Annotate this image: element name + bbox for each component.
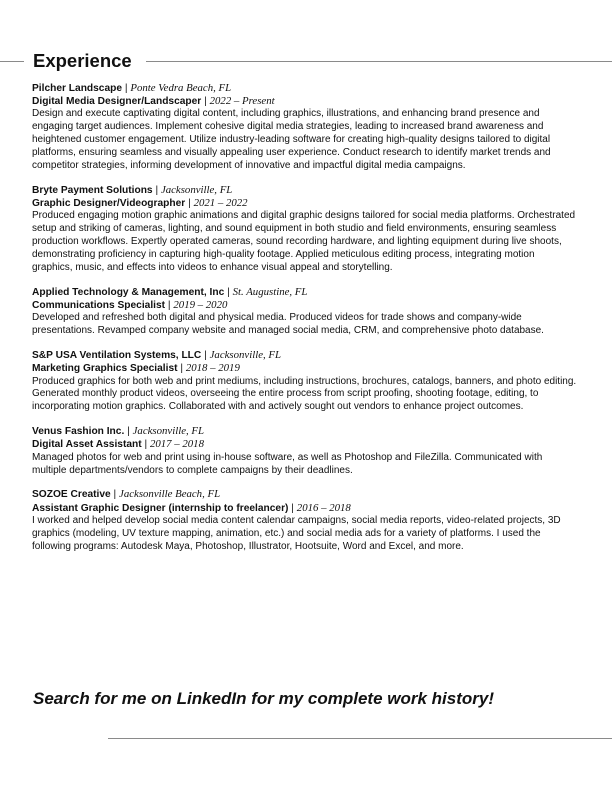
job-entry xyxy=(32,425,577,477)
job-dates: 2016 – 2018 xyxy=(296,501,351,514)
job-entry xyxy=(32,349,577,414)
job-company: SOZOE Creative xyxy=(32,489,111,501)
job-location: Jacksonville, FL xyxy=(160,183,233,196)
job-title: Digital Media Designer/Landscaper xyxy=(32,96,202,108)
job-description: Design and execute captivating digital content, including graphics, illustrations, and enhancing brand presence and engaging target audiences. Implement cohesive digital media strategies, leading to increased brand awareness and heightened customer engagement. Utilize industry-leading software for creating high-quality designs tailored to digital platforms, ensuring seamless and visually appealing user experience. Conduct research to identify market trends and competitor strategies, informing development of innovative and impactful digital media campaigns. xyxy=(32,108,551,172)
job-description: Produced engaging motion graphic animations and digital graphic designs tailored for social media platforms. Orchestrated setup and striking of cameras, lighting, and sound equipment in both studio and field environments, ensuring seamless production workflows. Expertly operated cameras, sound recording hardware, and lighting equipment during live shoots, demonstrating proficiency in capturing high-quality footage. Applied meticulous editing process, integrating motion graphics, music, and effects into videos to enhance visual appeal and storytelling. xyxy=(32,210,576,273)
job-company-line xyxy=(32,82,577,95)
job-description: I worked and helped develop social media content calendar campaigns, social media reports, video-related projects, 3D graphics (modeling, UV texture mapping, animation, etc.) and social media ads for a variety of platforms. I used the following programs: Autodesk Maya, Photoshop, Illustrator, Hootsuite, Word and Excel, and more. xyxy=(32,514,561,552)
job-entry xyxy=(32,286,577,338)
separator: | xyxy=(167,300,171,312)
job-description: Produced graphics for both web and print mediums, including instructions, brochures, catalogs, banners, and photo editing. Generated monthly product videos, overseeing the entire process from script proofing, shooting footage, editing, to incorporating motion graphics. Collaborated with and actively sought out vendors to enhance project outcomes. xyxy=(32,375,577,413)
header-rule-right xyxy=(146,61,612,62)
job-entry xyxy=(32,184,577,275)
job-dates: 2017 – 2018 xyxy=(149,438,204,451)
job-description: Managed photos for web and print using in-house software, as well as Photoshop and FileZilla. Communicated with multiple departments/vendors to complete campaigns by their deadlines. xyxy=(32,451,543,476)
job-description: Developed and refreshed both digital and physical media. Produced videos for trade shows and company-wide presentations. Revamped company website and managed social media, CRM, and comprehensive photo database. xyxy=(32,312,544,337)
job-entry xyxy=(32,82,577,173)
separator: | xyxy=(188,198,191,210)
job-dates: 2018 – 2019 xyxy=(185,362,240,375)
job-title-line xyxy=(32,502,577,515)
separator: | xyxy=(291,502,294,514)
job-location: Jacksonville Beach, FL xyxy=(119,488,221,501)
separator: | xyxy=(127,426,130,438)
job-location: Jacksonville, FL xyxy=(132,425,204,438)
job-company: S&P USA Ventilation Systems, LLC xyxy=(32,350,202,362)
job-title-line xyxy=(32,197,577,210)
job-title: Assistant Graphic Designer (internship to freelancer) xyxy=(32,502,289,514)
job-location: Jacksonville, FL xyxy=(209,349,281,362)
job-company: Venus Fashion Inc. xyxy=(32,426,125,438)
job-title-line xyxy=(32,362,577,375)
job-company-line xyxy=(32,286,577,299)
job-title-line xyxy=(32,95,577,108)
job-location: St. Augustine, FL xyxy=(232,285,308,298)
job-title-line xyxy=(32,438,577,451)
linkedin-call-to-action: Search for me on LinkedIn for my complete work history! xyxy=(33,689,494,708)
job-title: Communications Specialist xyxy=(32,300,166,312)
job-dates: 2022 – Present xyxy=(209,95,275,108)
job-company-line xyxy=(32,488,577,501)
job-title: Digital Asset Assistant xyxy=(32,439,142,451)
job-title-line xyxy=(32,299,577,312)
separator: | xyxy=(113,489,117,501)
job-company: Applied Technology & Management, Inc xyxy=(32,286,225,298)
job-title: Graphic Designer/Videographer xyxy=(32,198,186,210)
separator: | xyxy=(204,96,207,108)
job-company: Pilcher Landscape xyxy=(32,83,123,94)
job-entry xyxy=(32,488,577,553)
header-rule-left xyxy=(0,61,24,62)
experience-list xyxy=(32,82,577,565)
separator: | xyxy=(204,350,207,362)
section-header xyxy=(0,50,612,72)
separator: | xyxy=(227,286,230,298)
job-location: Ponte Vedra Beach, FL xyxy=(130,82,232,94)
separator: | xyxy=(180,363,184,375)
job-dates: 2019 – 2020 xyxy=(173,299,228,312)
job-title: Marketing Graphics Specialist xyxy=(32,363,178,375)
job-company-line xyxy=(32,425,577,438)
footer-rule xyxy=(108,738,612,739)
job-company: Bryte Payment Solutions xyxy=(32,184,153,196)
separator: | xyxy=(144,439,148,451)
job-company-line xyxy=(32,349,577,362)
job-dates: 2021 – 2022 xyxy=(193,197,248,210)
separator: | xyxy=(155,184,159,196)
section-title: Experience xyxy=(33,50,132,71)
job-company-line xyxy=(32,184,577,197)
separator: | xyxy=(124,83,128,94)
